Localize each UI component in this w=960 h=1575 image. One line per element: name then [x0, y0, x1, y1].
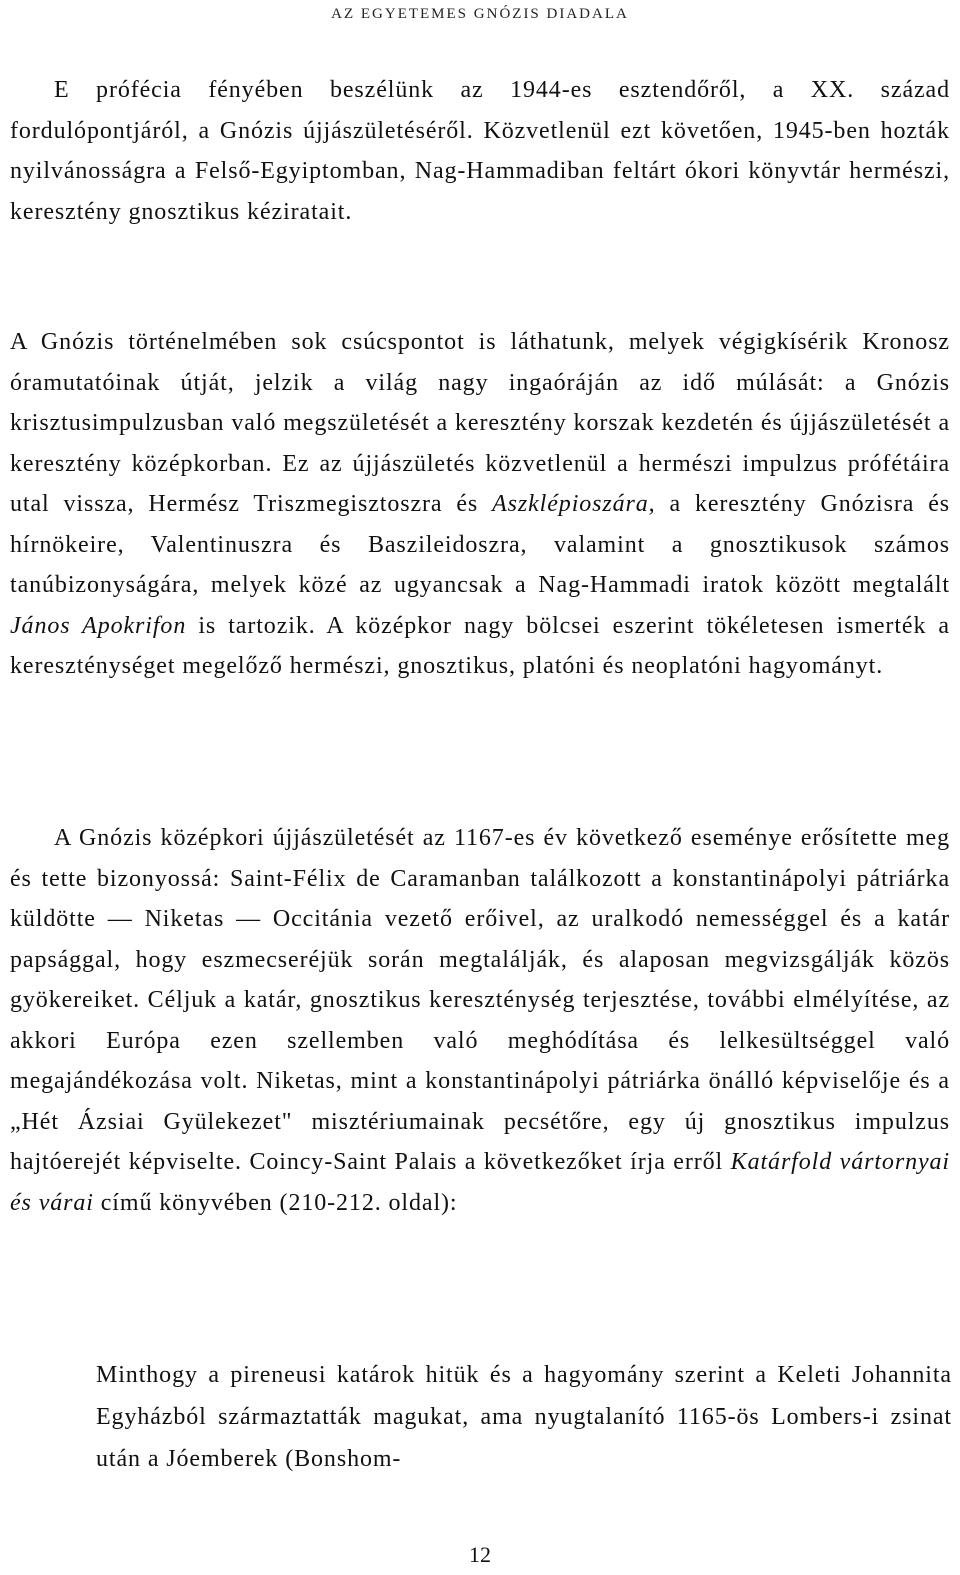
- body-text: A Gnózis történelmében sok csúcspontot is láthatunk, melyek végigkísérik Kronosz óramutatóinak útját, jelzik a világ nagy ingaóráján az idő múlását: a Gnózis krisztusimpulzusban való megszületését a keresztény korszak kezdetén és újjászületését a keresztény középkorban. Ez az újjászületés közvetlenül a hermészi impulzus prófétáira utal vissza, Hermész Triszmegisztoszra és: [10, 329, 950, 517]
- paragraph-3: [10, 818, 950, 1223]
- running-header: AZ EGYETEMES GNÓZIS DIADALA: [331, 6, 629, 22]
- paragraph-1: [10, 70, 950, 232]
- paragraph-2: [10, 322, 950, 687]
- body-text: is tartozik. A középkor nagy bölcsei eszerint tökéletesen ismerték a kereszténységet megelőző hermészi, gnosztikus, platóni és neoplatóni hagyományt.: [10, 612, 950, 679]
- italic-title-text: Aszklépioszára,: [492, 491, 656, 517]
- body-text: E prófécia fényében beszélünk az 1944-es esztendőről, a XX. század fordulópontjáról, a Gnózis újjászületéséről. Közvetlenül ezt követően, 1945-ben hozták nyilvánosságra a Felső-Egyiptomban, Nag-Hammadiban feltárt ókori könyvtár hermészi, keresztény gnosztikus kéziratait.: [10, 77, 950, 225]
- paragraph-2-text: [10, 322, 950, 687]
- paragraph-1-text: [10, 70, 950, 232]
- body-text: című könyvében (210-212. oldal):: [93, 1189, 458, 1216]
- paragraph-3-text: [10, 818, 950, 1223]
- body-text: A Gnózis középkori újjászületését az 1167-es év következő eseménye erősítette meg és tette bizonyossá: Saint-Félix de Caramanban találkozott a konstantinápolyi pátriárka küldötte — Niketas — Occitánia vezető erőivel, az uralkodó nemességgel és a katár papsággal, hogy eszmecseréjük során megtalálják, és alaposan megvizsgálják közös gyökereiket. Céljuk a katár, gnosztikus kereszténység terjesztése, további elmélyítése, az akkori Európa ezen szellemben való meghódítása és lelkesültséggel való megajándékozása volt. Niketas, mint a konstantinápolyi pátriárka önálló képviselője és a „Hét Ázsiai Gyülekezet" misztériumainak pecsétőre, egy új gnosztikus impulzus hajtóerejét képviselte. Coincy-Saint Palais a következőket írja erről: [10, 825, 950, 1175]
- italic-title-text: János Apokrifon: [10, 612, 187, 639]
- italic-title-text: Katárfold vártornyai és várai: [10, 1149, 950, 1216]
- block-quote: Minthogy a pireneusi katárok hitük és a hagyomány szerint a Keleti Johannita Egyházból származtatták magukat, ama nyugtalanító 1165-ös Lombers-i zsinat után a Jóemberek (Bonshom-: [96, 1362, 952, 1472]
- page-number: 12: [469, 1542, 491, 1567]
- body-text: a keresztény Gnózisra és hírnökeire, Valentinuszra és Baszileidoszra, valamint a gnosztikusok számos tanúbizonyságára, melyek közé az ugyancsak a Nag-Hammadi iratok között megtalált: [10, 491, 950, 598]
